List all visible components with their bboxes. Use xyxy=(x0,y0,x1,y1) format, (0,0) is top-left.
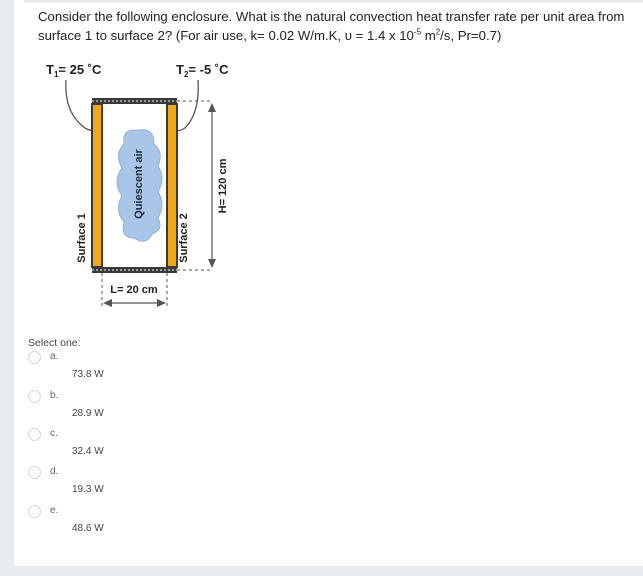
option-text[interactable]: 19.3 W xyxy=(72,484,104,495)
enclosure-figure xyxy=(30,58,260,308)
length-label: L= 20 cm xyxy=(110,284,158,296)
t1-label: $T_1= 25$ ˚C xyxy=(46,62,102,79)
option-b[interactable] xyxy=(28,390,228,428)
radio-c[interactable] xyxy=(28,428,41,441)
option-c[interactable] xyxy=(28,428,228,466)
exponent-2: 2 xyxy=(435,27,441,37)
option-letter: e. xyxy=(50,505,59,516)
radio-b[interactable] xyxy=(28,390,41,403)
question-line-2 xyxy=(38,26,638,45)
surface-1-plate xyxy=(92,104,102,267)
radio-e[interactable] xyxy=(28,505,41,518)
option-text[interactable]: 32.4 W xyxy=(72,446,104,457)
question-line-2-b: m xyxy=(421,28,436,43)
question-line-2-a: surface 1 to surface 2? (For air use, k= 0.02 W/m.K, υ = 1.4 x 10 xyxy=(38,28,414,43)
radio-d[interactable] xyxy=(28,466,41,479)
option-text[interactable]: 28.9 W xyxy=(72,408,104,419)
question-line-2-c: /s, Pr=0.7) xyxy=(440,28,502,43)
surface-2-plate xyxy=(167,104,177,267)
option-letter: a. xyxy=(50,351,59,362)
height-label: H= 120 cm xyxy=(217,158,229,214)
t2-label: $T_2= -5$ ˚C xyxy=(176,62,229,79)
option-a[interactable] xyxy=(28,351,228,389)
option-letter: d. xyxy=(50,466,59,477)
option-text[interactable]: 48.6 W xyxy=(72,523,104,534)
surface-1-label: Surface 1 xyxy=(76,213,88,263)
option-text[interactable]: 73.8 W xyxy=(72,369,104,380)
air-label: Quiescent air xyxy=(133,149,145,219)
option-letter: c. xyxy=(50,428,58,439)
page-bottom-strip xyxy=(0,566,643,576)
option-letter: b. xyxy=(50,390,59,401)
surface-2-label: Surface 2 xyxy=(178,213,190,263)
question-text xyxy=(38,7,638,45)
exponent: -5 xyxy=(413,27,422,37)
select-one-label: Select one: xyxy=(28,337,81,349)
question-line-1: Consider the following enclosure. What is the natural convection heat transfer rate per unit area from xyxy=(38,9,625,24)
option-d[interactable] xyxy=(28,466,228,504)
option-e[interactable] xyxy=(28,505,228,543)
enclosure-diagram xyxy=(30,58,260,308)
radio-a[interactable] xyxy=(28,351,41,364)
